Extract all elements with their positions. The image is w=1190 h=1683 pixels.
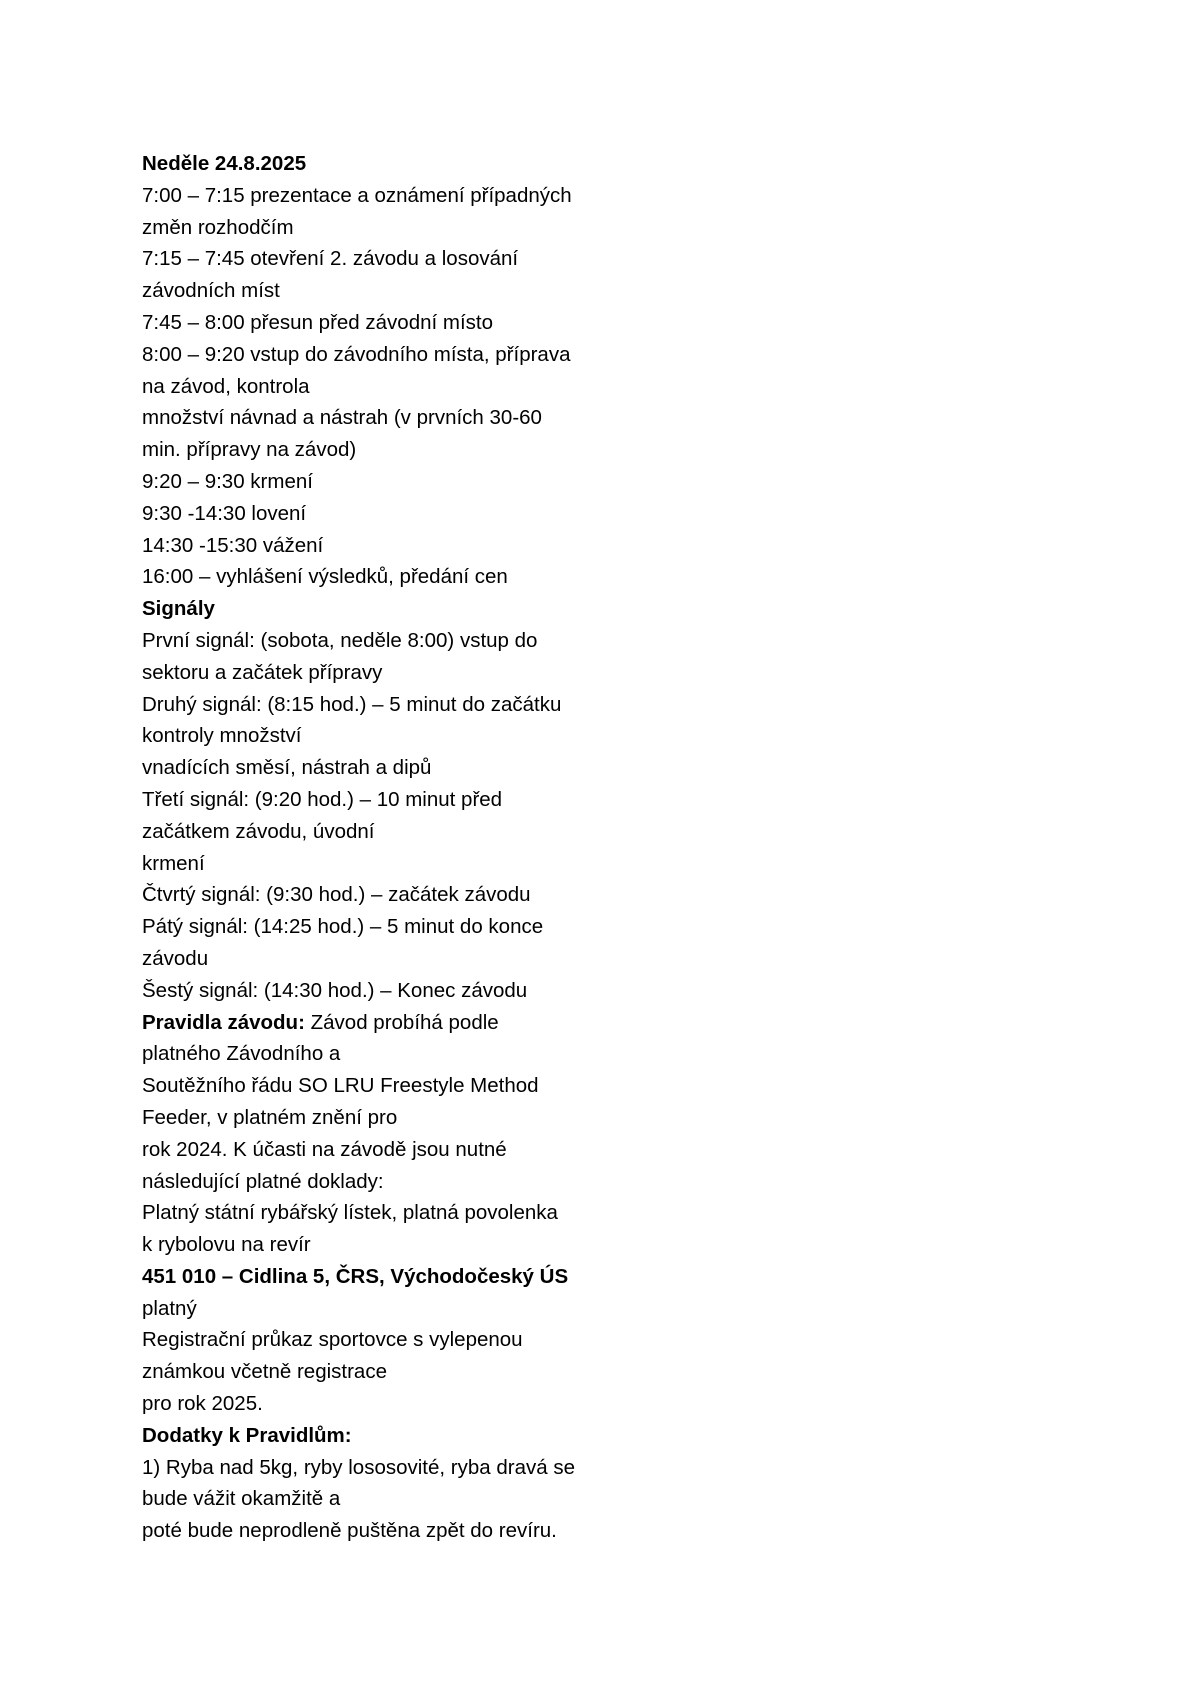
bold-text: Signály xyxy=(142,597,215,621)
body-text: 7:00 – 7:15 prezentace a oznámení případných xyxy=(142,183,572,207)
bold-text: Pravidla závodu: xyxy=(142,1010,305,1034)
text-line xyxy=(142,1197,662,1229)
body-text: Třetí signál: (9:20 hod.) – 10 minut před xyxy=(142,787,503,811)
text-line xyxy=(142,784,662,816)
body-text: začátkem závodu, úvodní xyxy=(142,819,375,843)
text-line xyxy=(142,975,662,1007)
body-text: platného Závodního a xyxy=(142,1042,341,1066)
body-text: následující platné doklady: xyxy=(142,1169,384,1193)
body-text: Feeder, v platném znění pro xyxy=(142,1105,398,1129)
body-text: Šestý signál: (14:30 hod.) – Konec závodu xyxy=(142,978,528,1002)
text-line xyxy=(142,402,662,434)
body-text: Čtvrtý signál: (9:30 hod.) – začátek závodu xyxy=(142,883,531,907)
body-text: k rybolovu na revír xyxy=(142,1233,311,1257)
body-text: Registrační průkaz sportovce s vylepenou xyxy=(142,1328,523,1352)
body-text: 9:20 – 9:30 krmení xyxy=(142,469,313,493)
text-line xyxy=(142,243,662,275)
text-line xyxy=(142,848,662,880)
text-line xyxy=(142,911,662,943)
body-text: Druhý signál: (8:15 hod.) – 5 minut do začátku xyxy=(142,692,562,716)
body-text: 8:00 – 9:20 vstup do závodního místa, příprava xyxy=(142,342,571,366)
body-text: platný xyxy=(142,1296,197,1320)
text-line xyxy=(142,657,662,689)
text-line xyxy=(142,498,662,530)
text-line xyxy=(142,434,662,466)
text-line xyxy=(142,689,662,721)
text-line xyxy=(142,943,662,975)
text-line xyxy=(142,275,662,307)
body-text: 7:45 – 8:00 přesun před závodní místo xyxy=(142,310,494,334)
body-text: krmení xyxy=(142,851,205,875)
text-line xyxy=(142,1070,662,1102)
text-line xyxy=(142,752,662,784)
text-line xyxy=(142,879,662,911)
text-line xyxy=(142,1261,662,1293)
text-line xyxy=(142,1515,662,1547)
body-text: První signál: (sobota, neděle 8:00) vstup do xyxy=(142,628,538,652)
text-line xyxy=(142,593,662,625)
body-text: Soutěžního řádu SO LRU Freestyle Method xyxy=(142,1074,539,1098)
body-text: poté bude neprodleně puštěna zpět do revíru. xyxy=(142,1519,557,1543)
body-text: závodu xyxy=(142,946,209,970)
bold-text: Dodatky k Pravidlům: xyxy=(142,1423,352,1447)
text-line xyxy=(142,1102,662,1134)
body-text: Závod probíhá podle xyxy=(304,1010,499,1034)
bold-text: 451 010 – Cidlina 5, ČRS, Východočeský ÚS xyxy=(142,1264,569,1288)
body-text: závodních míst xyxy=(142,279,280,303)
text-line xyxy=(142,1452,662,1484)
text-line xyxy=(142,339,662,371)
text-line xyxy=(142,1166,662,1198)
text-line xyxy=(142,1007,662,1039)
text-line xyxy=(142,530,662,562)
body-text: na závod, kontrola xyxy=(142,374,310,398)
body-text: kontroly množství xyxy=(142,724,302,748)
text-line xyxy=(142,720,662,752)
text-line xyxy=(142,212,662,244)
text-line xyxy=(142,1356,662,1388)
body-text: rok 2024. K účasti na závodě jsou nutné xyxy=(142,1137,507,1161)
text-line xyxy=(142,1324,662,1356)
text-line xyxy=(142,1293,662,1325)
body-text: vnadících směsí, nástrah a dipů xyxy=(142,756,432,780)
body-text: bude vážit okamžitě a xyxy=(142,1487,341,1511)
body-text: 7:15 – 7:45 otevření 2. závodu a losování xyxy=(142,247,519,271)
text-line xyxy=(142,371,662,403)
bold-text: Neděle 24.8.2025 xyxy=(142,152,307,175)
text-line xyxy=(142,148,662,180)
body-text: Pátý signál: (14:25 hod.) – 5 minut do konce xyxy=(142,915,544,939)
text-line xyxy=(142,1420,662,1452)
text-line xyxy=(142,1038,662,1070)
body-text: množství návnad a nástrah (v prvních 30-60 xyxy=(142,406,542,430)
text-line xyxy=(142,625,662,657)
text-line xyxy=(142,1483,662,1515)
text-line xyxy=(142,466,662,498)
text-line xyxy=(142,1388,662,1420)
body-text: min. přípravy na závod) xyxy=(142,438,357,462)
text-line xyxy=(142,307,662,339)
document-page xyxy=(142,148,662,1547)
body-text: sektoru a začátek přípravy xyxy=(142,660,383,684)
body-text: 14:30 -15:30 vážení xyxy=(142,533,324,557)
text-line xyxy=(142,180,662,212)
body-text: 9:30 -14:30 lovení xyxy=(142,501,307,525)
body-text: Platný státní rybářský lístek, platná povolenka xyxy=(142,1201,558,1225)
body-text: 16:00 – vyhlášení výsledků, předání cen xyxy=(142,565,508,589)
text-line xyxy=(142,561,662,593)
body-text: pro rok 2025. xyxy=(142,1392,263,1416)
text-line xyxy=(142,816,662,848)
body-text: známkou včetně registrace xyxy=(142,1360,387,1384)
body-text: změn rozhodčím xyxy=(142,215,294,239)
text-line xyxy=(142,1134,662,1166)
text-line xyxy=(142,1229,662,1261)
body-text: 1) Ryba nad 5kg, ryby lososovité, ryba dravá se xyxy=(142,1455,575,1479)
